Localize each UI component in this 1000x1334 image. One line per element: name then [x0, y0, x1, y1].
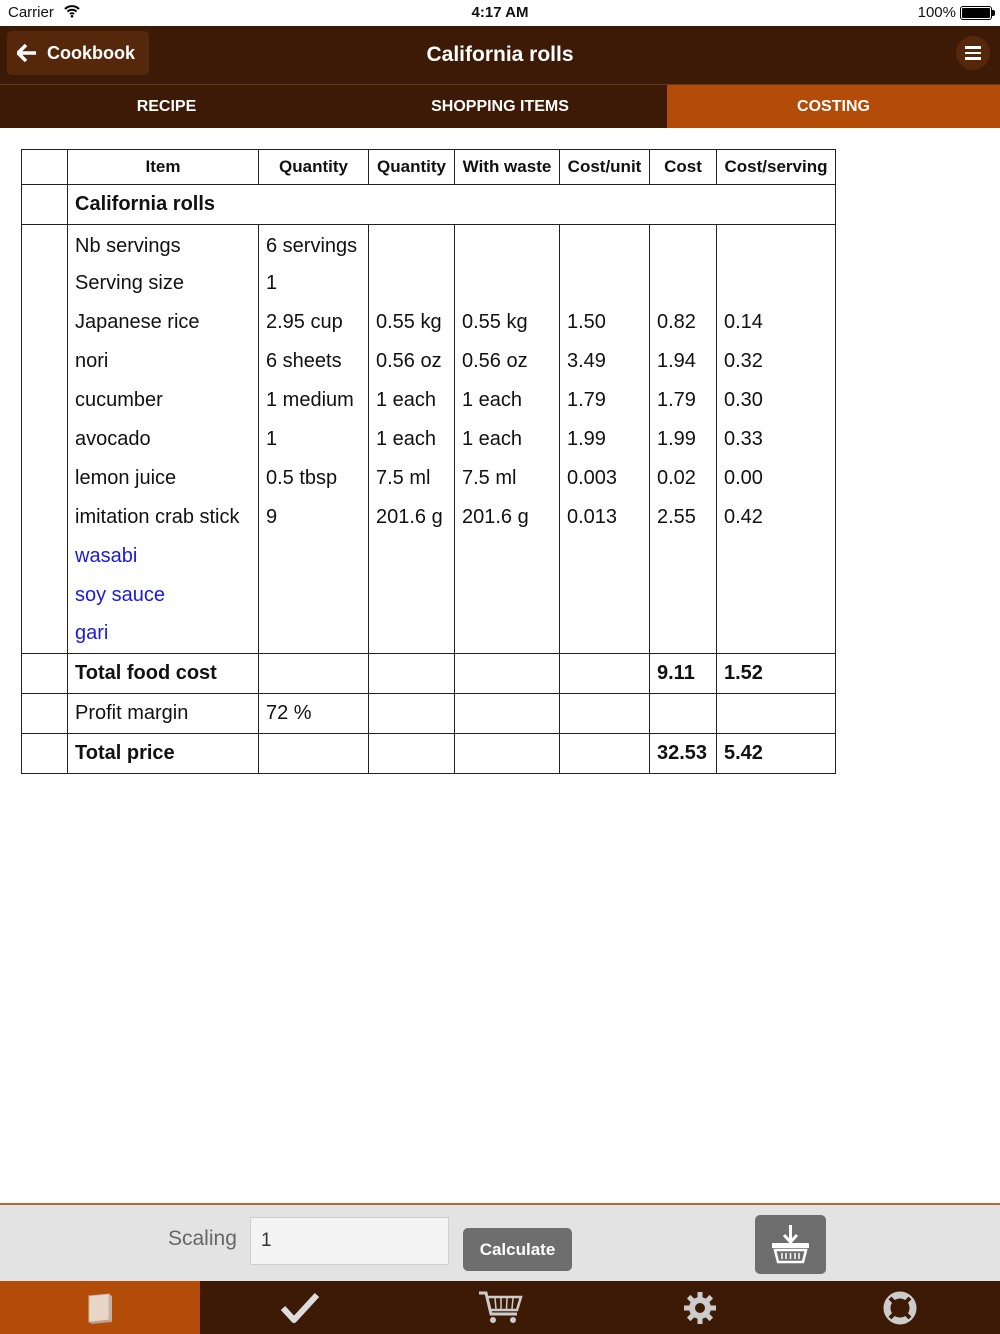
- tabbar-cookbook[interactable]: [0, 1281, 200, 1334]
- back-button-label: Cookbook: [47, 42, 135, 63]
- clock: 4:17 AM: [471, 4, 529, 21]
- page-title: California rolls: [426, 43, 574, 66]
- battery-percent: 100%: [917, 4, 956, 21]
- cost-cell: [650, 225, 717, 264]
- bottom-tab-bar: [0, 1281, 1000, 1334]
- header-cost-per-unit: Cost/unit: [560, 150, 650, 185]
- profit-margin-row: [22, 694, 836, 734]
- quantity-cell: 2.95 cup: [259, 303, 369, 342]
- table-row: [22, 381, 836, 420]
- section-row: [22, 185, 836, 225]
- header-with-waste: With waste: [455, 150, 560, 185]
- item-cell[interactable]: soy sauce: [68, 576, 259, 615]
- row-marker-cell: [22, 615, 68, 654]
- quantity-converted-cell: 0.55 kg: [369, 303, 455, 342]
- table-row: [22, 420, 836, 459]
- row-marker-cell: [22, 342, 68, 381]
- item-cell[interactable]: wasabi: [68, 537, 259, 576]
- empty-cell: [369, 654, 455, 694]
- quantity-converted-cell: [369, 225, 455, 264]
- row-marker-cell: [22, 694, 68, 734]
- battery-icon: [960, 6, 992, 20]
- row-marker-cell: [22, 381, 68, 420]
- cost-per-serving-cell: [717, 576, 836, 615]
- cost-per-unit-cell: [560, 264, 650, 303]
- cost-per-unit-cell: 1.50: [560, 303, 650, 342]
- total-food-cost-per-serving: 1.52: [717, 654, 836, 694]
- row-marker-cell: [22, 734, 68, 774]
- empty-cell: [455, 694, 560, 734]
- hamburger-icon: [965, 46, 981, 60]
- empty-cell: [717, 694, 836, 734]
- header-item: Item: [68, 150, 259, 185]
- with-waste-cell: 0.56 oz: [455, 342, 560, 381]
- item-cell: Nb servings: [68, 225, 259, 264]
- table-row: [22, 615, 836, 654]
- header-quantity-converted: Quantity: [369, 150, 455, 185]
- segment-tabs: [0, 84, 1000, 128]
- tabbar-settings[interactable]: [600, 1281, 800, 1334]
- cost-cell: [650, 615, 717, 654]
- cost-per-unit-cell: 0.003: [560, 459, 650, 498]
- row-marker-cell: [22, 576, 68, 615]
- item-cell: lemon juice: [68, 459, 259, 498]
- cost-cell: [650, 264, 717, 303]
- with-waste-cell: 201.6 g: [455, 498, 560, 537]
- with-waste-cell: 1 each: [455, 420, 560, 459]
- header-cost: Cost: [650, 150, 717, 185]
- costing-table: [21, 149, 836, 774]
- quantity-cell: 1: [259, 420, 369, 459]
- header-blank: [22, 150, 68, 185]
- cost-per-serving-cell: 0.32: [717, 342, 836, 381]
- total-price-row: [22, 734, 836, 774]
- row-marker-cell: [22, 420, 68, 459]
- profit-margin-value: 72 %: [259, 694, 369, 734]
- row-marker-cell: [22, 459, 68, 498]
- cost-per-unit-cell: [560, 225, 650, 264]
- menu-button[interactable]: [956, 36, 990, 70]
- header-quantity: Quantity: [259, 150, 369, 185]
- book-icon: [85, 1292, 115, 1324]
- header-cost-per-serving: Cost/serving: [717, 150, 836, 185]
- lifebuoy-icon: [882, 1290, 918, 1326]
- quantity-cell: 1 medium: [259, 381, 369, 420]
- quantity-converted-cell: 0.56 oz: [369, 342, 455, 381]
- section-title: California rolls: [68, 185, 836, 225]
- cost-cell: 2.55: [650, 498, 717, 537]
- status-bar: [0, 0, 1000, 26]
- quantity-converted-cell: 7.5 ml: [369, 459, 455, 498]
- with-waste-cell: [455, 615, 560, 654]
- tab-costing[interactable]: COSTING: [667, 85, 1000, 128]
- cost-per-unit-cell: [560, 537, 650, 576]
- gear-icon: [682, 1290, 718, 1326]
- tabbar-shopping[interactable]: [400, 1281, 600, 1334]
- cost-cell: [650, 537, 717, 576]
- scaling-label: Scaling: [168, 1227, 237, 1250]
- tabbar-checklist[interactable]: [200, 1281, 400, 1334]
- calculate-button[interactable]: Calculate: [463, 1228, 572, 1271]
- quantity-converted-cell: 1 each: [369, 420, 455, 459]
- empty-cell: [259, 734, 369, 774]
- row-marker-cell: [22, 264, 68, 303]
- table-row: [22, 576, 836, 615]
- empty-cell: [455, 734, 560, 774]
- row-marker-cell: [22, 225, 68, 264]
- total-price-value: 32.53: [650, 734, 717, 774]
- table-row: [22, 264, 836, 303]
- cost-cell: 1.99: [650, 420, 717, 459]
- table-header-row: [22, 150, 836, 185]
- empty-cell: [455, 654, 560, 694]
- item-cell: Japanese rice: [68, 303, 259, 342]
- quantity-converted-cell: [369, 264, 455, 303]
- table-row: [22, 225, 836, 264]
- quantity-cell: [259, 576, 369, 615]
- checkmark-icon: [280, 1292, 320, 1324]
- cost-per-unit-cell: 0.013: [560, 498, 650, 537]
- cost-per-serving-cell: [717, 537, 836, 576]
- quantity-cell: 1: [259, 264, 369, 303]
- quantity-cell: 0.5 tbsp: [259, 459, 369, 498]
- quantity-converted-cell: [369, 537, 455, 576]
- cost-per-unit-cell: 1.99: [560, 420, 650, 459]
- row-marker-cell: [22, 654, 68, 694]
- total-food-cost-label: Total food cost: [68, 654, 259, 694]
- cost-cell: 0.82: [650, 303, 717, 342]
- table-row: [22, 537, 836, 576]
- with-waste-cell: 7.5 ml: [455, 459, 560, 498]
- with-waste-cell: [455, 225, 560, 264]
- cost-cell: 1.79: [650, 381, 717, 420]
- row-marker-cell: [22, 537, 68, 576]
- row-marker-cell: [22, 303, 68, 342]
- item-cell: nori: [68, 342, 259, 381]
- quantity-converted-cell: [369, 615, 455, 654]
- cost-per-serving-cell: [717, 615, 836, 654]
- tab-shopping-items[interactable]: SHOPPING ITEMS: [431, 97, 569, 115]
- quantity-cell: [259, 615, 369, 654]
- quantity-cell: [259, 537, 369, 576]
- empty-cell: [369, 694, 455, 734]
- cost-per-serving-cell: 0.30: [717, 381, 836, 420]
- row-marker-cell: [22, 498, 68, 537]
- cost-per-serving-cell: 0.42: [717, 498, 836, 537]
- cost-per-unit-cell: 3.49: [560, 342, 650, 381]
- total-price-label: Total price: [68, 734, 259, 774]
- total-food-cost-row: [22, 654, 836, 694]
- back-button[interactable]: [7, 31, 149, 75]
- item-cell: imitation crab stick: [68, 498, 259, 537]
- table-row: [22, 459, 836, 498]
- cost-per-serving-cell: 0.00: [717, 459, 836, 498]
- carrier-label: Carrier: [8, 4, 54, 21]
- basket-button[interactable]: [755, 1215, 826, 1274]
- quantity-converted-cell: [369, 576, 455, 615]
- cost-cell: [650, 576, 717, 615]
- cost-per-serving-cell: 0.14: [717, 303, 836, 342]
- with-waste-cell: [455, 576, 560, 615]
- item-cell[interactable]: gari: [68, 615, 259, 654]
- cart-icon: [477, 1290, 523, 1326]
- total-food-cost-value: 9.11: [650, 654, 717, 694]
- empty-cell: [369, 734, 455, 774]
- quantity-cell: 9: [259, 498, 369, 537]
- cost-per-serving-cell: [717, 264, 836, 303]
- cost-cell: 1.94: [650, 342, 717, 381]
- empty-cell: [560, 694, 650, 734]
- tabbar-help[interactable]: [800, 1281, 1000, 1334]
- with-waste-cell: 0.55 kg: [455, 303, 560, 342]
- quantity-cell: 6 servings: [259, 225, 369, 264]
- arrow-left-icon: [17, 44, 37, 62]
- cost-per-serving-cell: 0.33: [717, 420, 836, 459]
- with-waste-cell: [455, 264, 560, 303]
- with-waste-cell: 1 each: [455, 381, 560, 420]
- table-row: [22, 498, 836, 537]
- item-cell: cucumber: [68, 381, 259, 420]
- basket-download-icon: [755, 1215, 826, 1274]
- cost-per-serving-cell: [717, 225, 836, 264]
- cost-per-unit-cell: [560, 576, 650, 615]
- empty-cell: [560, 654, 650, 694]
- table-row: [22, 342, 836, 381]
- nav-bar: [0, 26, 1000, 84]
- tab-recipe[interactable]: RECIPE: [136, 97, 197, 115]
- item-cell: avocado: [68, 420, 259, 459]
- profit-margin-label: Profit margin: [68, 694, 259, 734]
- quantity-cell: 6 sheets: [259, 342, 369, 381]
- empty-cell: [650, 694, 717, 734]
- quantity-converted-cell: 201.6 g: [369, 498, 455, 537]
- empty-cell: [560, 734, 650, 774]
- table-row: [22, 303, 836, 342]
- with-waste-cell: [455, 537, 560, 576]
- bottom-toolbar: [0, 1203, 1000, 1281]
- empty-cell: [259, 654, 369, 694]
- cost-per-unit-cell: 1.79: [560, 381, 650, 420]
- scaling-input[interactable]: [250, 1217, 449, 1265]
- cost-per-unit-cell: [560, 615, 650, 654]
- item-cell: Serving size: [68, 264, 259, 303]
- quantity-converted-cell: 1 each: [369, 381, 455, 420]
- cost-cell: 0.02: [650, 459, 717, 498]
- total-price-per-serving: 5.42: [717, 734, 836, 774]
